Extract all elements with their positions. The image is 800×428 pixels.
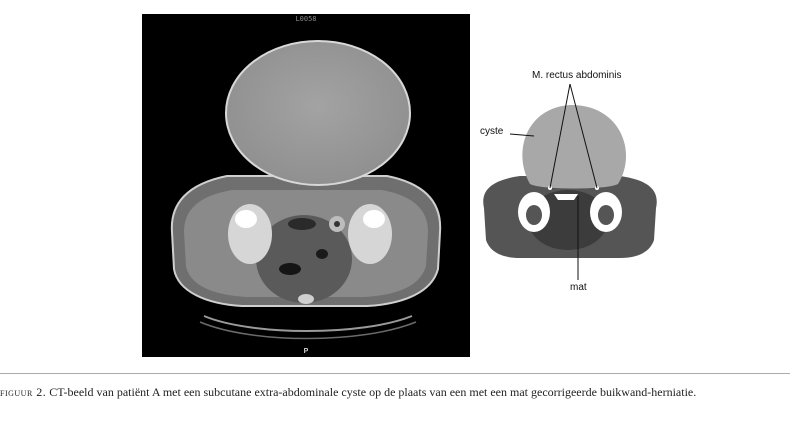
ct-top-label: L0058 — [295, 15, 317, 23]
caption-text: CT-beeld van patiënt A met een subcutane extra-abdominale cyste op de plaats van een met een mat gecorrigeerde buikwand-herniatie. — [49, 385, 697, 399]
schematic-diagram — [470, 60, 670, 300]
figure-label: figuur 2. — [0, 385, 47, 399]
cyst-shape — [522, 105, 626, 189]
muscle-label: M. rectus abdominis — [532, 70, 622, 81]
ct-orientation-label: P — [303, 348, 309, 355]
schematic-graphic — [470, 60, 670, 300]
cyst-label: cyste — [480, 126, 504, 137]
mesh-shape — [554, 194, 578, 200]
ct-scan-graphic — [142, 14, 470, 357]
caption-divider — [0, 373, 790, 374]
figure-caption — [0, 383, 790, 402]
mesh-label: mat — [570, 282, 587, 293]
ct-scan-image — [142, 14, 470, 357]
